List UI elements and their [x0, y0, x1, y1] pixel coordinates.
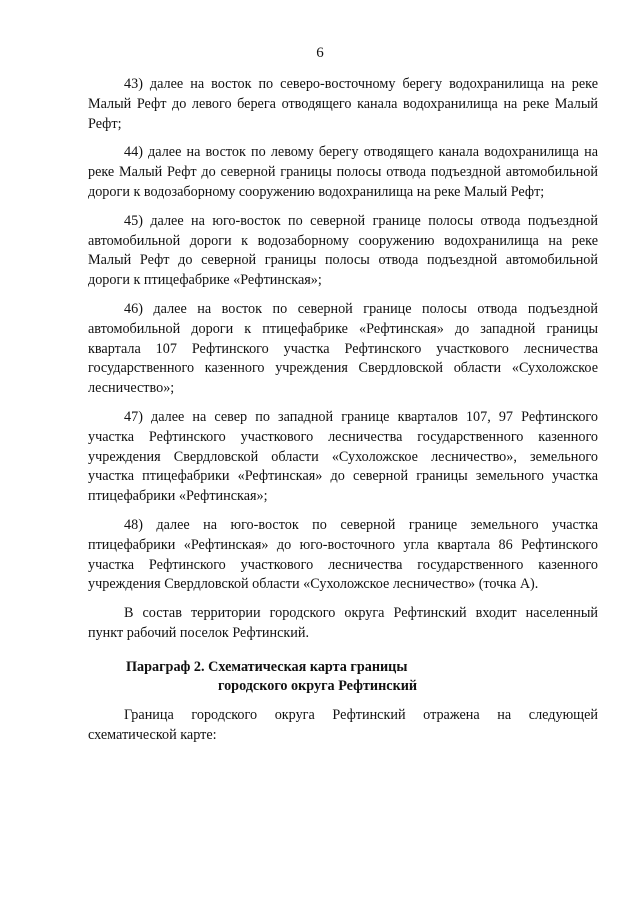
section-heading-line-2: городского округа Рефтинский	[218, 677, 418, 694]
territory-paragraph: В состав территории городского округа Рефтинский входит населенный пункт рабочий поселок Рефтинский.	[88, 605, 598, 641]
paragraph-46: 46) далее на восток по северной границе полосы отвода подъездной автомобильной дороги к птицефабрике «Рефтинская» до западной границы квартала 107 Рефтинского участка Рефтинского участкового лесничества государственного казенного учреждения Свердловской области «Сухоложское лесничество»;	[88, 300, 598, 397]
paragraph-44: 44) далее на восток по левому берегу отводящего канала водохранилища на реке Малый Рефт до северной границы полосы отвода подъездной автомобильной дороги к водозаборному сооружению водохранилища на реке Малый Рефт;	[88, 144, 598, 200]
map-intro-paragraph: Граница городского округа Рефтинский отражена на следующей схематической карте:	[88, 706, 598, 743]
paragraph-43: 43) далее на восток по северо-восточному берегу водохранилища на реке Малый Рефт до левого берега отводящего канала водохранилища на реке Малый Рефт;	[88, 76, 598, 132]
paragraph-48: 48) далее на юго-восток по северной границе земельного участка птицефабрики «Рефтинская» до юго-восточного угла квартала 86 Рефтинского участка Рефтинского участкового лесничества государственного казенного учреждения Свердловской области «Сухоложское лесничество» (точка А).	[88, 516, 598, 593]
section-heading	[126, 658, 598, 696]
page-number: 6	[316, 45, 324, 61]
section-heading-line-1: Параграф 2. Схематическая карта границы	[126, 658, 408, 675]
document-body	[88, 75, 598, 754]
paragraph-45: 45) далее на юго-восток по северной границе полосы отвода подъездной автомобильной дороги к водозаборному сооружению водохранилища на реке Малый Рефт до северной границы полосы отвода подъездной автомобильной дороги к птицефабрике «Рефтинская»;	[88, 212, 598, 289]
paragraph-47: 47) далее на север по западной границе кварталов 107, 97 Рефтинского участка Рефтинского участкового лесничества государственного казенного учреждения Свердловской области «Сухоложское лесничество», земельного участка птицефабрики «Рефтинская» до северной границы земельного участка птицефабрики «Рефтинская»;	[88, 408, 598, 505]
